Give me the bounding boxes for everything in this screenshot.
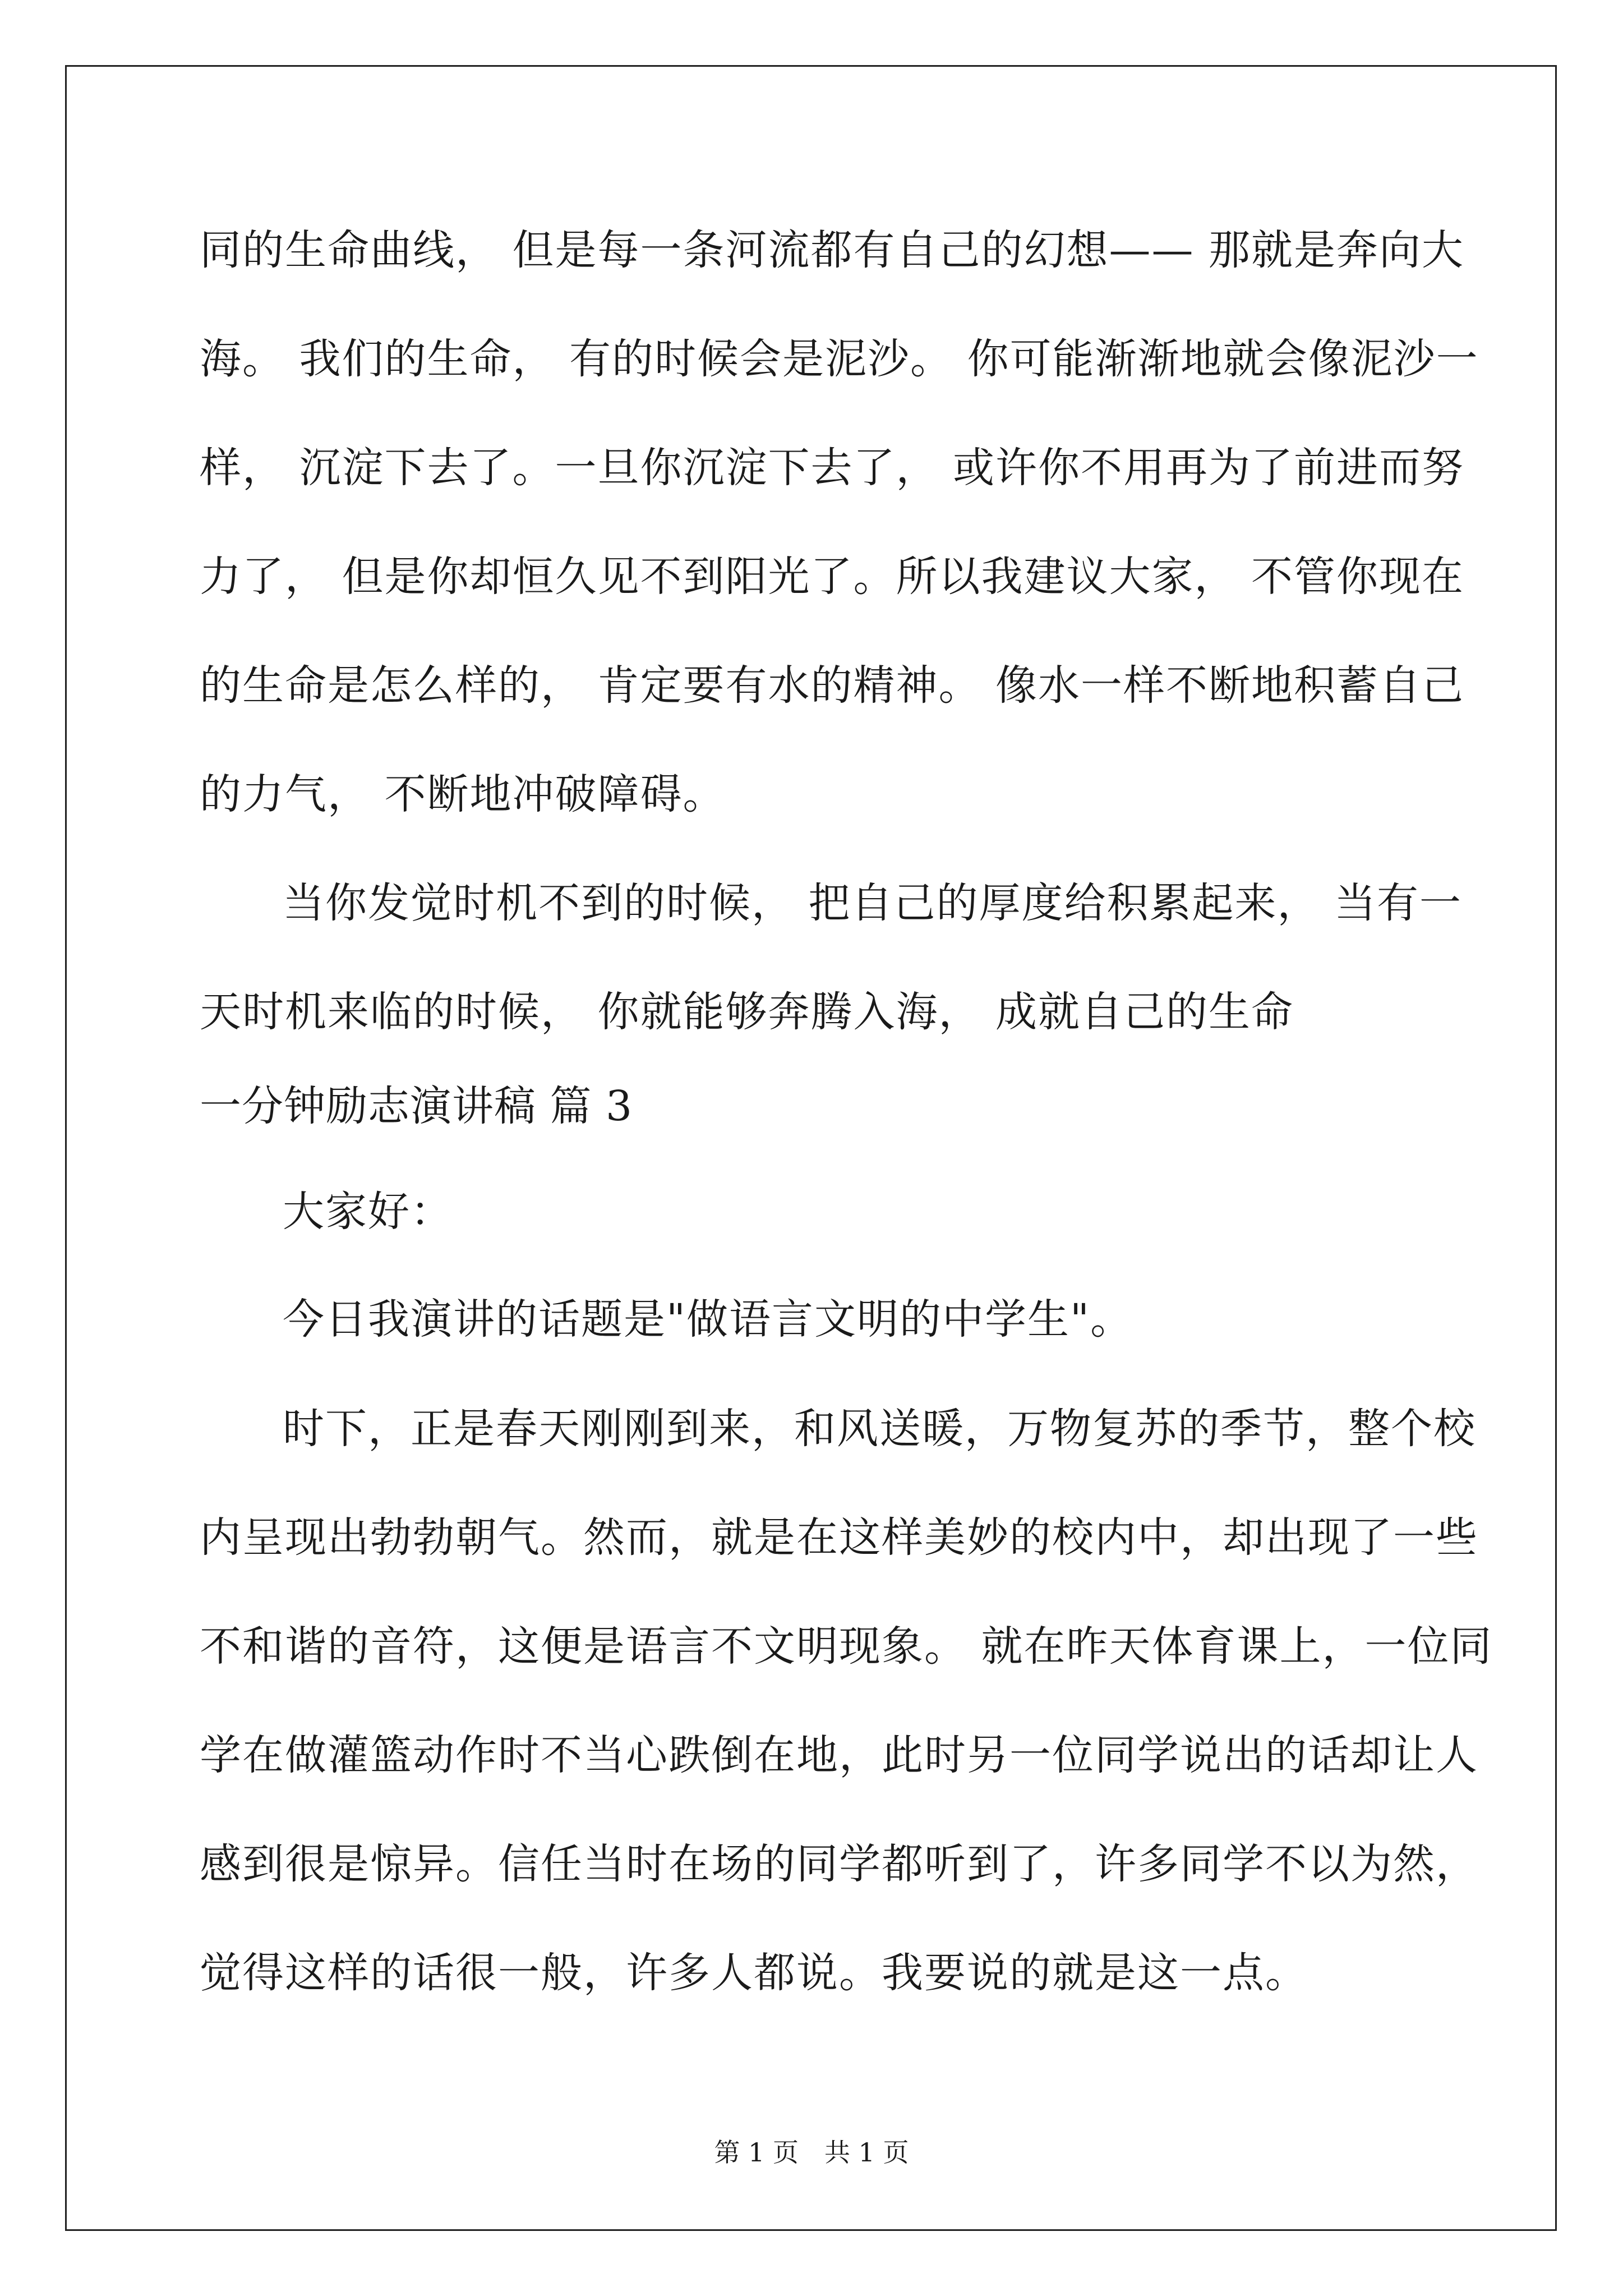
text-line: 感到很是惊异。信任当时在场的同学都听到了，许多同学不以为然， (200, 1840, 1478, 1888)
text-line: 时下，正是春天刚刚到来，和风送暖，万物复苏的季节，整个校 (283, 1405, 1476, 1453)
text-line: 的力气， 不断地冲破障碍。 (200, 770, 726, 818)
text-line: 样， 沉淀下去了。一旦你沉淀下去了， 或许你不用再为了前进而努 (200, 444, 1465, 492)
text-line: 同的生命曲线， 但是每一条河流都有自己的幻想—— 那就是奔向大 (200, 226, 1465, 274)
text-line: 力了， 但是你却恒久见不到阳光了。所以我建议大家， 不管你现在 (200, 553, 1465, 601)
text-line: 天时机来临的时候， 你就能够奔腾入海， 成就自己的生命 (200, 988, 1294, 1036)
text-line: 不和谐的音符，这便是语言不文明现象。 就在昨天体育课上，一位同 (200, 1622, 1493, 1671)
text-line: 当你发觉时机不到的时候， 把自己的厚度给积累起来， 当有一 (283, 879, 1463, 927)
text-line: 的生命是怎么样的， 肯定要有水的精神。 像水一样不断地积蓄自己 (200, 661, 1465, 710)
text-line: 觉得这样的话很一般，许多人都说。我要说的就是这一点。 (200, 1949, 1308, 1997)
text-line: 海。 我们的生命， 有的时候会是泥沙。 你可能渐渐地就会像泥沙一 (200, 335, 1479, 383)
text-line: 学在做灌篮动作时不当心跌倒在地，此时另一位同学说出的话却让人 (200, 1731, 1478, 1779)
text-line: 大家好： (283, 1188, 453, 1236)
text-line: 内呈现出勃勃朝气。然而，就是在这样美妙的校内中，却出现了一些 (200, 1513, 1478, 1562)
text-line: 今日我演讲的话题是"做语言文明的中学生"。 (283, 1295, 1133, 1343)
page-footer: 第 1 页 共 1 页 (714, 2137, 909, 2168)
section-heading: 一分钟励志演讲稿 篇 3 (200, 1082, 633, 1130)
